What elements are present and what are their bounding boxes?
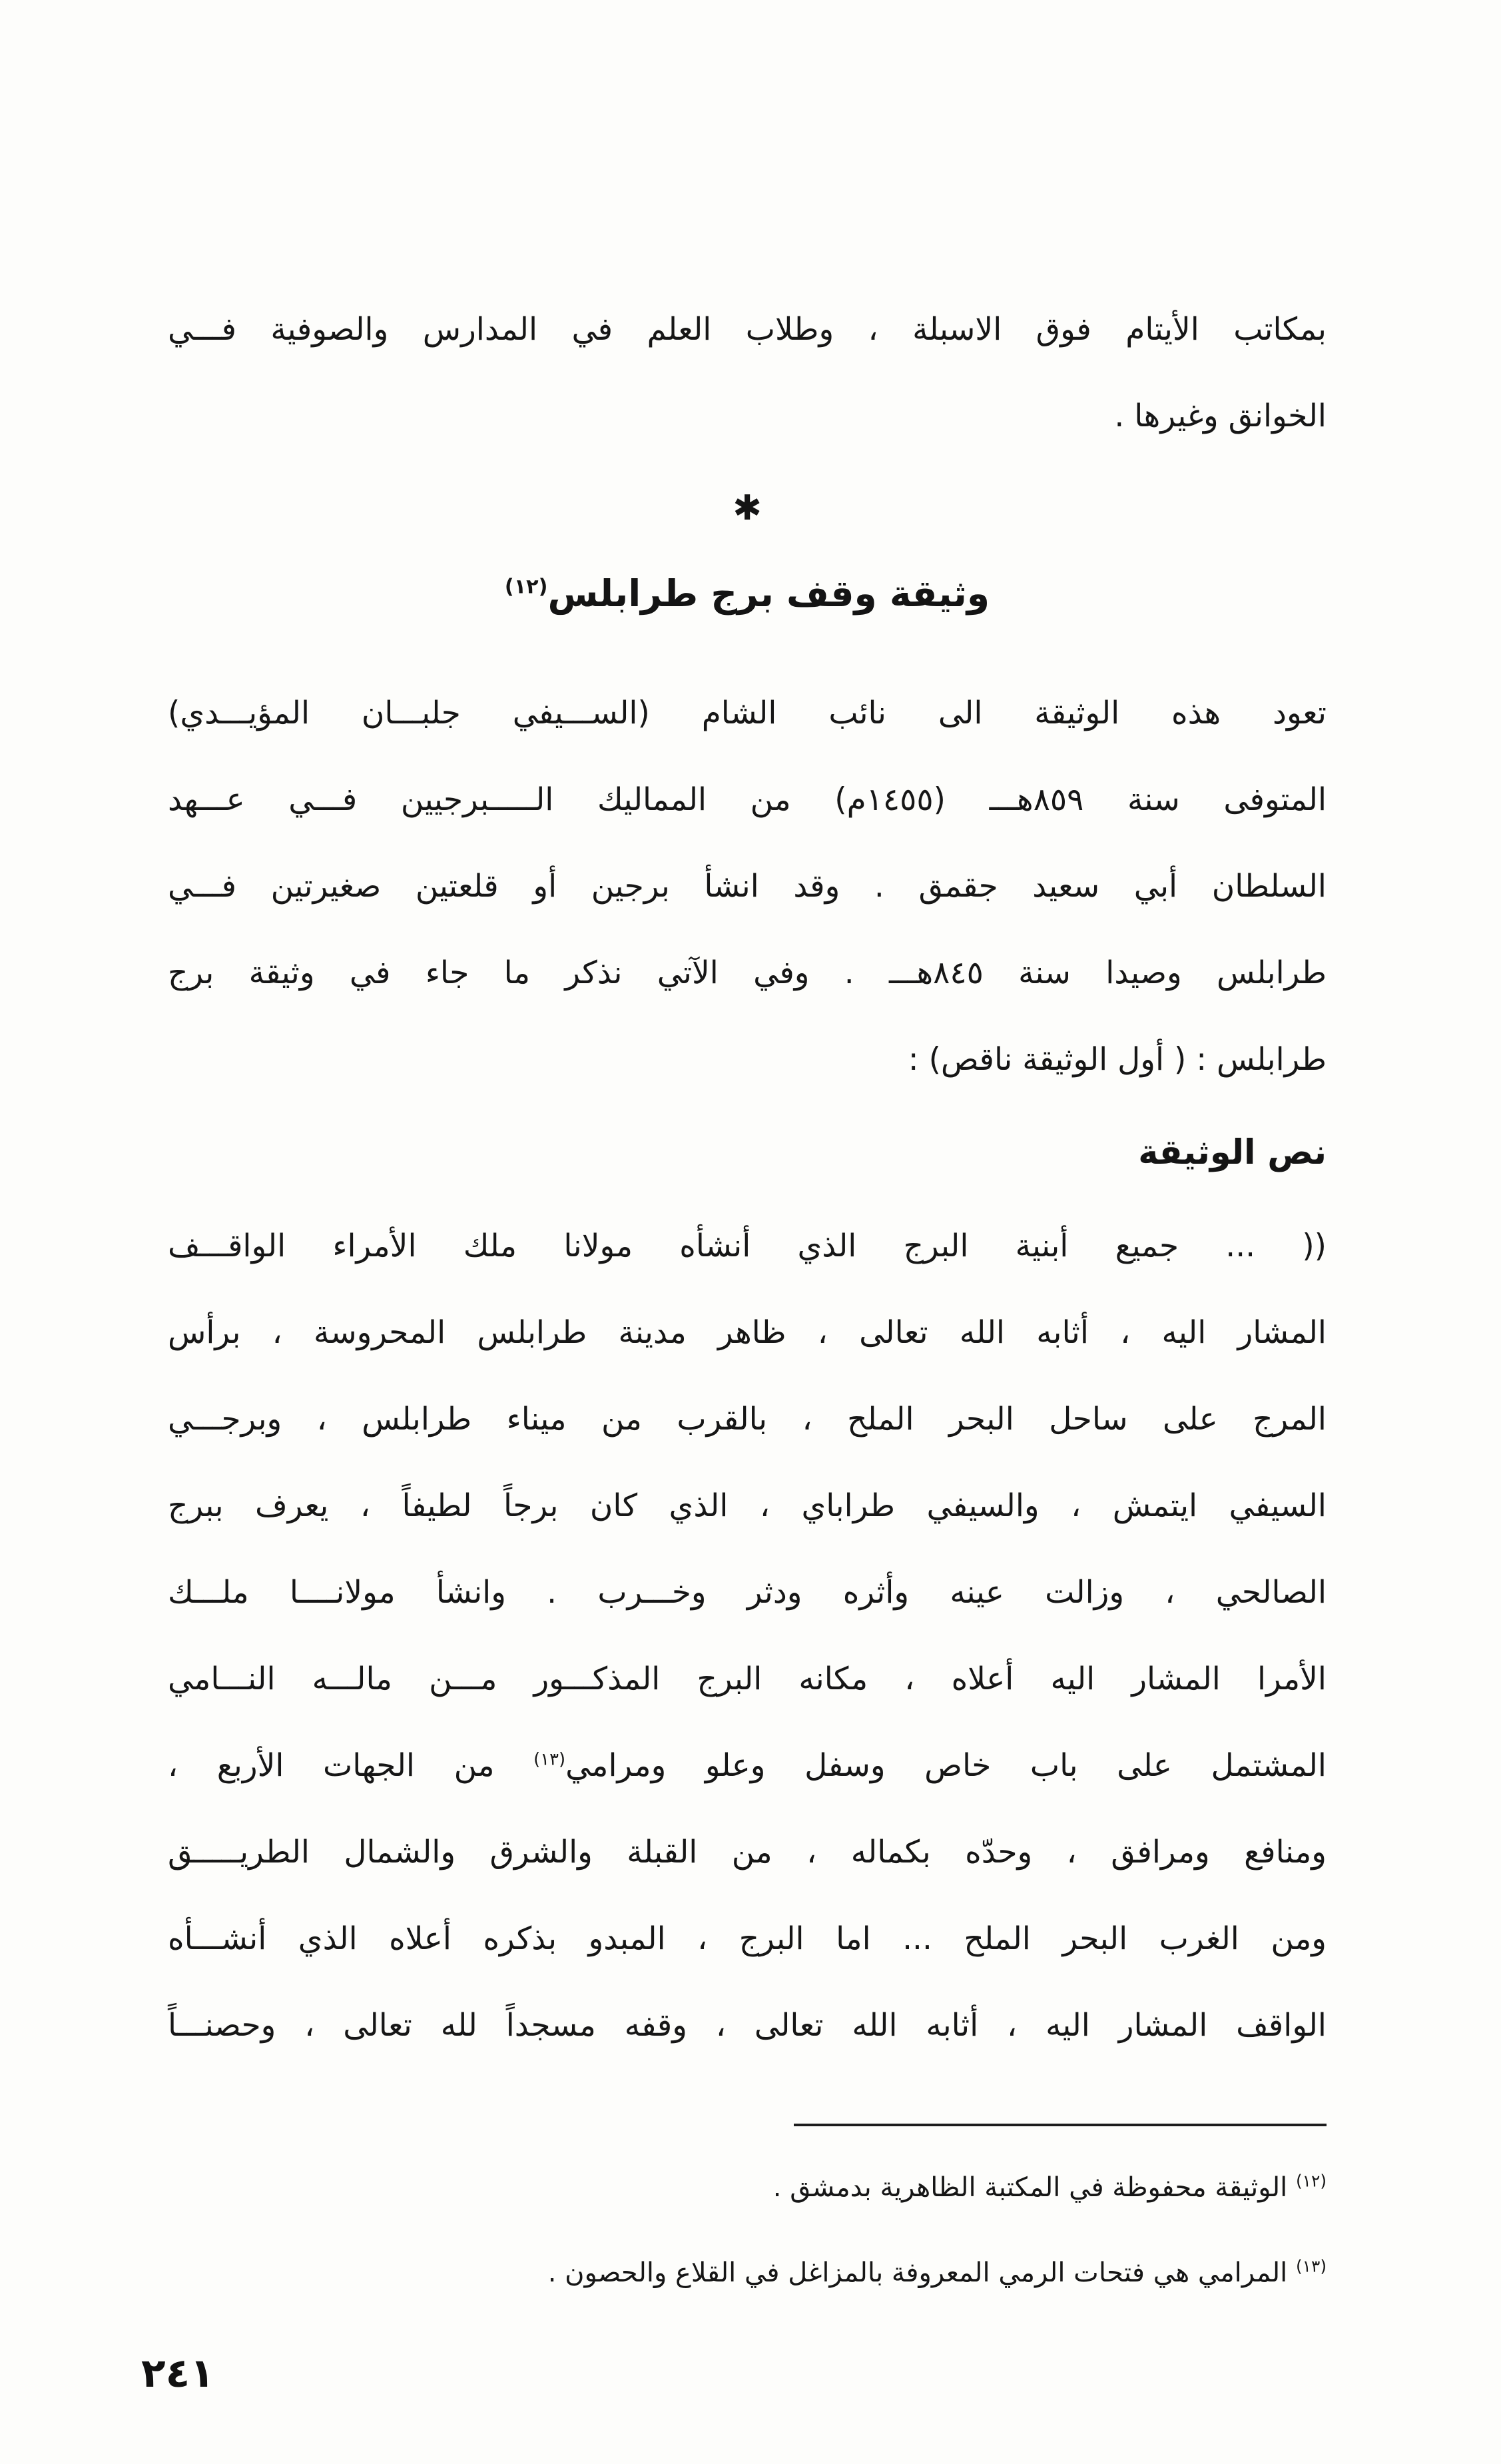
page-number: ٢٤١ — [141, 2350, 214, 2397]
text-line: الواقف المشار اليه ، أثابه الله تعالى ، وقفه مسجداً لله تعالى ، وحصنـــاً — [168, 2007, 1327, 2044]
text-line: المرج على ساحل البحر الملح ، بالقرب من ميناء طرابلس ، وبرجـــي — [168, 1401, 1327, 1437]
text-line: الخوانق وغيرها . — [1114, 398, 1327, 434]
text-line: الصالحي ، وزالت عينه وأثره ودثر وخـــرب . وانشأ مولانــــا ملـــك — [168, 1574, 1327, 1611]
text-line: المشار اليه ، أثابه الله تعالى ، ظاهر مدينة طرابلس المحروسة ، برأس — [168, 1314, 1327, 1351]
footnote-marker-13: (١٣) — [533, 1749, 566, 1770]
text-line: ومن الغرب البحر الملح ... اما البرج ، المبدو بذكره أعلاه الذي أنشـــأه — [168, 1920, 1327, 1957]
footnote-marker: (١٣) — [1295, 2256, 1327, 2276]
footnote-marker-12: (١٢) — [504, 575, 548, 599]
footnote-text: الوثيقة محفوظة في المكتبة الظاهرية بدمشق . — [772, 2172, 1288, 2203]
text-line: بمكاتب الأيتام فوق الاسبلة ، وطلاب العلم في المدارس والصوفية فـــي — [168, 311, 1327, 348]
text-line: (( ... جميع أبنية البرج الذي أنشأه مولانا ملك الأمراء الواقـــف — [168, 1228, 1327, 1264]
text-line: طرابلس : ( أول الوثيقة ناقص) : — [908, 1041, 1327, 1078]
footnote-separator-rule — [794, 2124, 1327, 2126]
footnote-marker: (١٢) — [1295, 2171, 1327, 2191]
text-line: المتوفى سنة ٨٥٩هـــ (١٤٥٥م) من المماليك الـــــبرجيين فـــي عـــهد — [168, 781, 1327, 818]
text-block — [168, 286, 1327, 2325]
section-title-text: وثيقة وقف برج طرابلس — [547, 572, 990, 615]
footnote-text: المرامي هي فتحات الرمي المعروفة بالمزاغل في القلاع والحصون . — [547, 2258, 1288, 2288]
footnote-item — [168, 2154, 1327, 2221]
text-segment: من الجهات الأربع ، — [168, 1747, 495, 1784]
section-divider-asterisk: ✱ — [733, 488, 762, 528]
intro-paragraph — [168, 670, 1327, 1103]
footnotes-section — [168, 2154, 1327, 2306]
subheading-document-text: نص الوثيقة — [1138, 1133, 1327, 1172]
section-title — [168, 550, 1327, 637]
document-body-paragraph — [168, 1203, 1327, 2069]
footnote-item — [168, 2240, 1327, 2306]
text-line: ومنافع ومرافق ، وحدّه بكماله ، من القبلة والشرق والشمال الطريـــــق — [168, 1834, 1327, 1870]
text-line: طرابلس وصيدا سنة ٨٤٥هـــ . وفي الآتي نذكر ما جاء في وثيقة برج — [168, 955, 1327, 991]
text-line: السلطان أبي سعيد جقمق . وقد انشأ برجين أو قلعتين صغيرتين فـــي — [168, 868, 1327, 905]
text-line: الأمرا المشار اليه أعلاه ، مكانه البرج المذكـــور مـــن مالـــه النـــامي — [168, 1661, 1327, 1697]
text-line: تعود هذه الوثيقة الى نائب الشام (الســـيفي جلبـــان المؤيـــدي) — [168, 695, 1327, 731]
text-segment: المشتمل على باب خاص وسفل وعلو ومرامي — [565, 1747, 1327, 1784]
top-paragraph — [168, 286, 1327, 460]
text-line-with-footnote-marker — [168, 1723, 1327, 1809]
text-line: السيفي ايتمش ، والسيفي طراباي ، الذي كان برجاً لطيفاً ، يعرف ببرج — [168, 1487, 1327, 1524]
